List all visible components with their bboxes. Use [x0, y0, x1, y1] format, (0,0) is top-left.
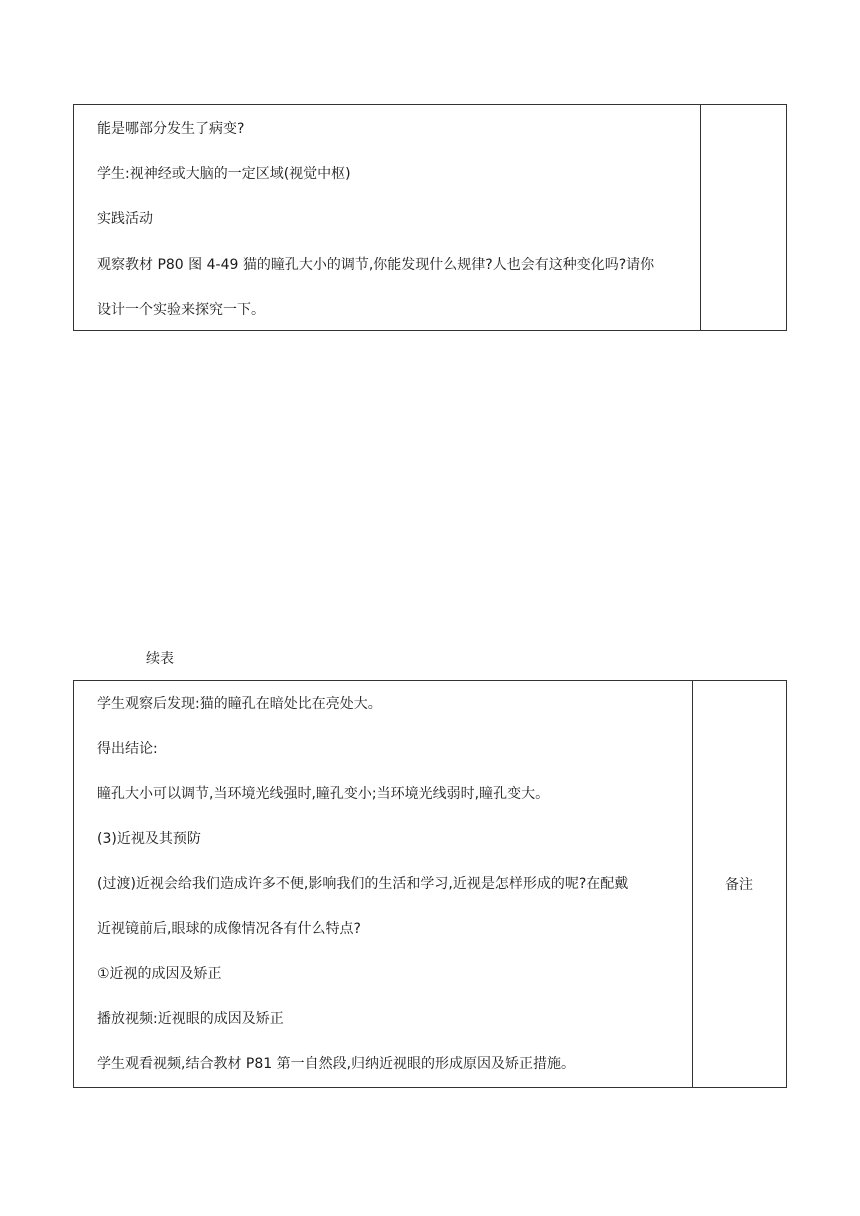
content-cell — [74, 105, 701, 330]
text-line: 设计一个实验来探究一下。 — [97, 302, 265, 318]
notes-cell: 备注 — [725, 877, 753, 893]
notes-cell — [700, 105, 786, 330]
text-line: ①近视的成因及矫正 — [97, 966, 222, 982]
text-line: 能是哪部分发生了病变? — [97, 121, 245, 137]
text-line: 观察教材 P80 图 4-49 猫的瞳孔大小的调节,你能发现什么规律?人也会有这种变化吗?请你 — [97, 257, 655, 273]
lesson-table-2 — [73, 680, 787, 1088]
content-cell — [74, 681, 693, 1087]
text-line: 学生:视神经或大脑的一定区域(视觉中枢) — [97, 166, 351, 182]
text-line: 学生观察后发现:猫的瞳孔在暗处比在亮处大。 — [97, 696, 382, 712]
text-line: (过渡)近视会给我们造成许多不便,影响我们的生活和学习,近视是怎样形成的呢?在配戴 — [97, 876, 629, 892]
text-line: 实践活动 — [97, 211, 153, 227]
text-line: 瞳孔大小可以调节,当环境光线强时,瞳孔变小;当环境光线弱时,瞳孔变大。 — [97, 786, 550, 802]
text-line: 近视镜前后,眼球的成像情况各有什么特点? — [97, 921, 361, 937]
text-line: 学生观看视频,结合教材 P81 第一自然段,归纳近视眼的形成原因及矫正措施。 — [97, 1056, 576, 1072]
table-continued-caption: 续表 — [146, 651, 174, 667]
text-line: (3)近视及其预防 — [97, 831, 201, 847]
text-line: 得出结论: — [97, 741, 158, 757]
lesson-table-1 — [73, 104, 787, 331]
text-line: 播放视频:近视眼的成因及矫正 — [97, 1011, 284, 1027]
